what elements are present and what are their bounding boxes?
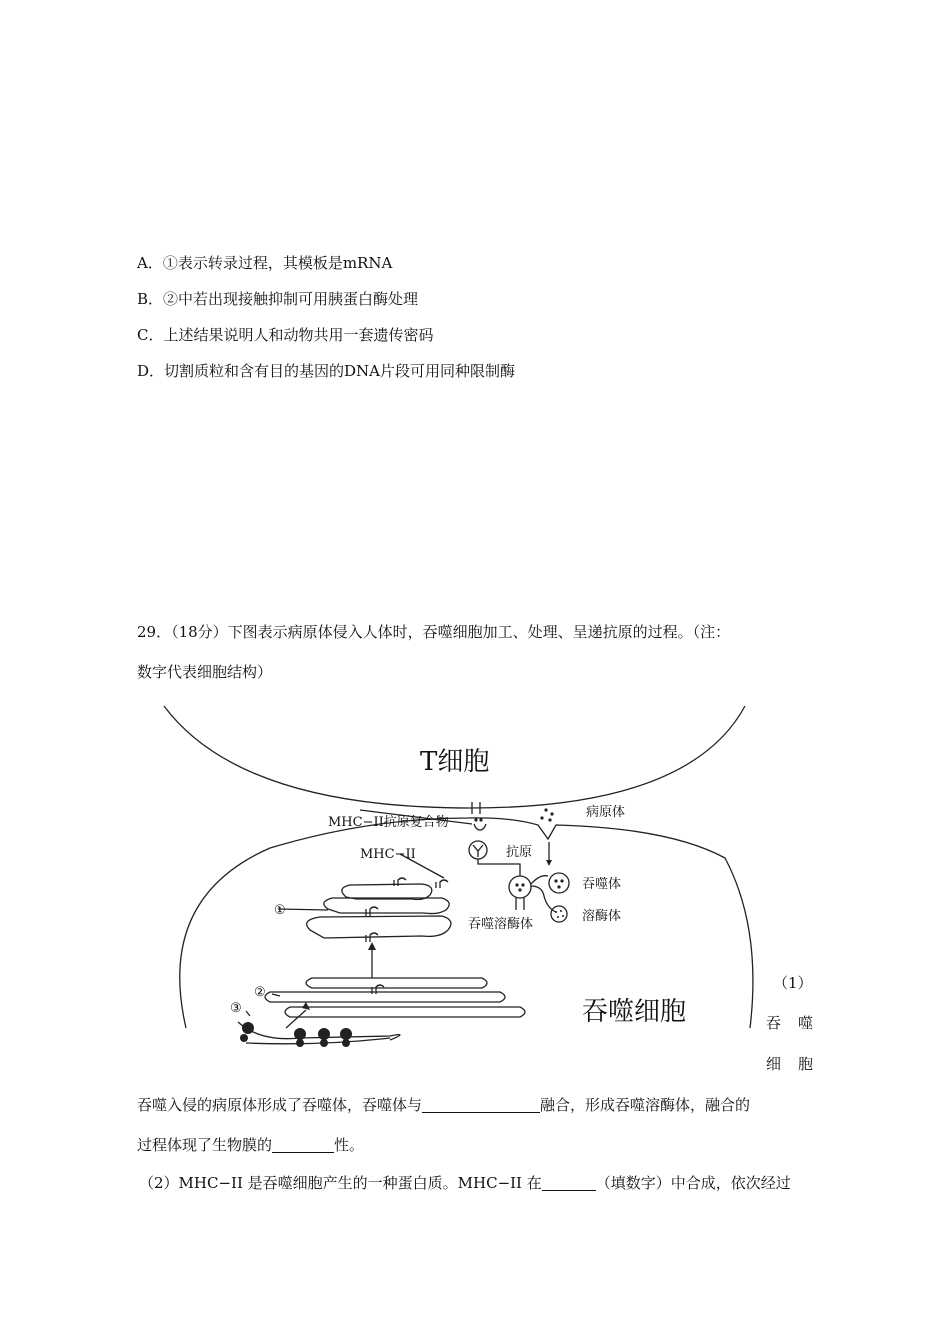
answer-blank-1[interactable] <box>422 1096 540 1113</box>
answer-blank-3[interactable] <box>542 1174 596 1191</box>
label-pathogen: 病原体 <box>586 805 626 820</box>
sub1-char-2: 噬 <box>798 1014 814 1032</box>
label-phagosome: 吞噬体 <box>582 877 622 892</box>
sub2-line <box>139 1172 791 1193</box>
sub1-char-4: 胞 <box>798 1055 814 1073</box>
sub1-number: （1） <box>773 974 813 992</box>
label-lysosome: 溶酶体 <box>582 909 622 924</box>
label-mhc-complex: MHC−II抗原复合物 <box>328 815 449 830</box>
question-29-line2: 数字代表细胞结构） <box>137 663 273 681</box>
ribosome <box>318 1028 330 1040</box>
label-structure-3: ③ <box>230 1001 242 1016</box>
label-structure-2: ② <box>254 985 266 1000</box>
label-mhc: MHC−II <box>360 847 416 862</box>
ribosome <box>242 1022 254 1034</box>
sub1-char-3: 细 <box>766 1055 782 1073</box>
answer-blank-2[interactable] <box>272 1136 334 1153</box>
sub1-text-b: 融合，形成吞噬溶酶体，融合的 <box>540 1096 751 1114</box>
sub1-text-d: 性。 <box>334 1136 365 1154</box>
option-c: C．上述结果说明人和动物共用一套遗传密码 <box>137 326 434 344</box>
sub2-text-b: （填数字）中合成，依次经过 <box>595 1174 791 1192</box>
sub2-text-a: （2）MHC−II 是吞噬细胞产生的一种蛋白质。MHC−II 在 <box>139 1174 542 1192</box>
ribosome <box>294 1028 306 1040</box>
option-b: B．②中若出现接触抑制可用胰蛋白酶处理 <box>137 290 419 308</box>
sub1-text-c: 过程体现了生物膜的 <box>137 1136 273 1154</box>
label-phagolysosome: 吞噬溶酶体 <box>468 917 534 932</box>
label-phagocyte: 吞噬细胞 <box>582 997 687 1027</box>
sub1-line2 <box>137 1134 364 1155</box>
sub1-text-a: 吞噬入侵的病原体形成了吞噬体，吞噬体与 <box>137 1096 423 1114</box>
label-t-cell: T细胞 <box>420 747 490 777</box>
sub1-char-1: 吞 <box>766 1014 782 1032</box>
question-29-line1: 29．（18分）下图表示病原体侵入人体时，吞噬细胞加工、处理、呈递抗原的过程。（注： <box>137 623 731 641</box>
ribosome <box>340 1028 352 1040</box>
option-a: A．①表示转录过程，其模板是mRNA <box>137 254 393 272</box>
label-structure-1: ① <box>274 903 286 918</box>
option-d: D．切割质粒和含有目的基因的DNA片段可用同种限制酶 <box>137 362 516 380</box>
sub1-line1 <box>137 1094 750 1115</box>
antigen-presentation-diagram <box>150 698 770 1058</box>
label-antigen: 抗原 <box>506 845 533 860</box>
